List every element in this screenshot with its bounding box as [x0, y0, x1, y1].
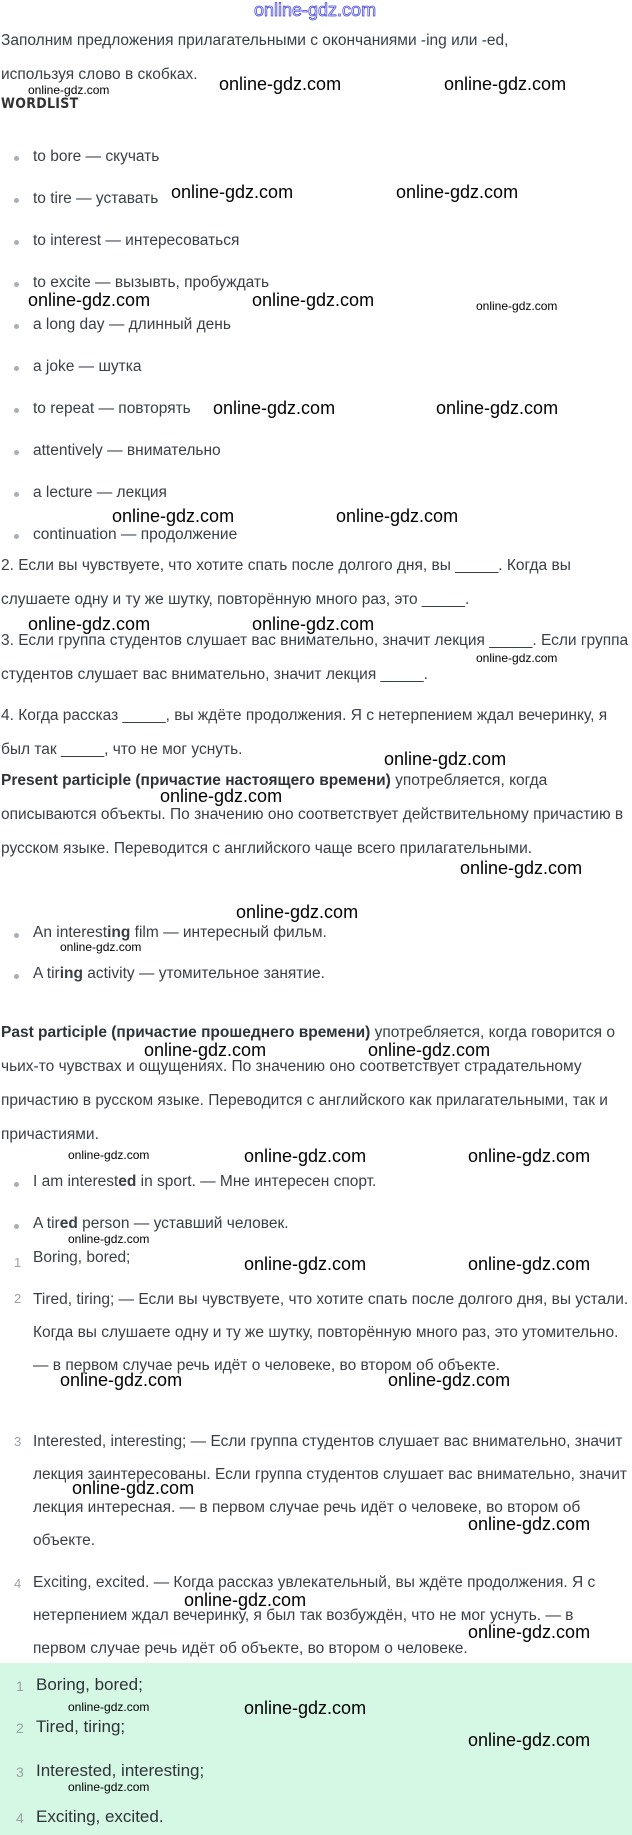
intro-line-2: используя слово в скобках. [1, 66, 198, 83]
answer-number: 2 [16, 1720, 24, 1736]
answer-item: Interested, interesting; [36, 1761, 205, 1780]
watermark: online-gdz.com [68, 1700, 150, 1714]
bullet-dot [14, 1182, 19, 1187]
present-participle-text: употребляется, когда описываются объекты. По значению оно соответствует действительному причастию в русском языке. Переводится с английского чаще всего прилагательными. [1, 772, 624, 857]
past-participle-term: Past participle (причастие прошеднего времени) [1, 1024, 371, 1041]
watermark: online-gdz.com [368, 1040, 491, 1060]
list-item: a joke — шутка [33, 358, 142, 375]
watermark: online-gdz.com [28, 290, 151, 310]
intro-line-1: Заполним предложения прилагательными с окончаниями -ing или -ed, [1, 32, 509, 49]
wordlist-heading: WORDLIST [1, 96, 79, 112]
watermark: online-gdz.com [468, 1622, 591, 1642]
watermark: online-gdz.com [444, 74, 567, 94]
list-item: continuation — продолжение [33, 526, 238, 543]
watermark: online-gdz.com [171, 182, 294, 202]
list-item: to repeat — повторять [33, 400, 191, 417]
watermark: online-gdz.com [252, 290, 375, 310]
watermark: online-gdz.com [252, 614, 375, 634]
watermark: online-gdz.com [72, 1478, 195, 1498]
watermark: online-gdz.com [68, 1780, 150, 1794]
task-3: 3. Если группа студентов слушает вас внимательно, значит лекция _____. Если группа студентов слушает вас внимательно, значит лекция _____. [1, 632, 629, 683]
watermark: online-gdz.com [476, 651, 558, 665]
list-item: a long day — длинный день [33, 316, 231, 333]
explanation-item: Boring, bored; [33, 1249, 131, 1266]
answer-item: Tired, tiring; [36, 1717, 126, 1736]
list-item: a lecture — лекция [33, 484, 167, 501]
bullet-dot [14, 408, 19, 413]
answer-item: Boring, bored; [36, 1675, 143, 1694]
explanation-item: Interested, interesting; — Если группа студентов слушает вас внимательно, значит лекция заинтересованы. Если группа студентов слушает вас внимательно, значит лекция интересная. — в первом случае речь идёт о человеке, во втором об объекте. [33, 1433, 627, 1549]
past-participle-paragraph [1, 1016, 630, 1152]
watermark: online-gdz.com [144, 1040, 267, 1060]
watermark: online-gdz.com [436, 398, 559, 418]
explanation-item: Exciting, excited. — Когда рассказ увлекательный, вы ждёте продолжения. Я с нетерпением ждал вечеринку, я был так возбуждён, что не мог уснуть. — в первом случае речь идёт об объекте, во втором о человеке. [33, 1574, 596, 1657]
answer-number: 4 [16, 1810, 24, 1826]
watermark: online-gdz.com [244, 1698, 367, 1718]
watermark: online-gdz.com [219, 74, 342, 94]
example-item: A tiring activity — утомительное занятие. [33, 965, 325, 982]
watermark: online-gdz.com [28, 614, 151, 634]
watermark: online-gdz.com [244, 1254, 367, 1274]
bullet-dot [14, 366, 19, 371]
bullet-dot [14, 974, 19, 979]
header-watermark: online-gdz.com [254, 0, 377, 20]
watermark: online-gdz.com [28, 83, 110, 97]
past-participle-text: употребляется, когда говорится о чьих-то чувствах и ощущениях. По значению оно соответствует страдательному причастию в русском языке. Переводится с английского как прилагательными, так и причастиями. [1, 1024, 616, 1143]
explanation-number: 2 [14, 1291, 22, 1306]
watermark: online-gdz.com [60, 940, 142, 954]
watermark: online-gdz.com [396, 182, 519, 202]
task-4: 4. Когда рассказ _____, вы ждёте продолжения. Я с нетерпением ждал вечеринку, я был так _____, что не мог уснуть. [1, 707, 608, 758]
watermark: online-gdz.com [476, 299, 558, 313]
example-item: I am interested in sport. — Мне интересен спорт. [33, 1173, 377, 1190]
watermark: online-gdz.com [244, 1146, 367, 1166]
watermark: online-gdz.com [236, 902, 359, 922]
explanation-number: 1 [14, 1255, 22, 1270]
watermark: online-gdz.com [60, 1370, 183, 1390]
list-item: to interest — интересоваться [33, 232, 240, 249]
watermark: online-gdz.com [213, 398, 336, 418]
watermark: online-gdz.com [68, 1148, 150, 1162]
list-item: to bore — скучать [33, 148, 160, 165]
watermark: online-gdz.com [468, 1254, 591, 1274]
bullet-dot [14, 933, 19, 938]
watermark: online-gdz.com [468, 1146, 591, 1166]
answer-number: 3 [16, 1764, 24, 1780]
present-participle-paragraph [1, 764, 630, 866]
bullet-dot [14, 324, 19, 329]
list-item: attentively — внимательно [33, 442, 221, 459]
bullet-dot [14, 1224, 19, 1229]
watermark: online-gdz.com [388, 1370, 511, 1390]
watermark: online-gdz.com [384, 749, 507, 769]
explanation-number: 4 [14, 1576, 22, 1591]
example-item: An interesting film — интересный фильм. [33, 924, 327, 941]
answer-number: 1 [16, 1678, 24, 1694]
watermark: online-gdz.com [468, 1730, 591, 1750]
bullet-dot [14, 492, 19, 497]
watermark: online-gdz.com [68, 1232, 150, 1246]
explanation-number: 3 [14, 1434, 22, 1449]
answer-item: Exciting, excited. [36, 1807, 164, 1826]
watermark: online-gdz.com [468, 1514, 591, 1534]
watermark: online-gdz.com [460, 858, 583, 878]
bullet-dot [14, 198, 19, 203]
task-2: 2. Если вы чувствуете, что хотите спать после долгого дня, вы _____. Когда вы слушаете одну и ту же шутку, повторённую много раз, это _____. [1, 557, 571, 608]
bullet-dot [14, 240, 19, 245]
present-participle-term: Present participle (причастие настоящего времени) [1, 772, 391, 789]
list-item: to excite — вызывть, пробуждать [33, 274, 270, 291]
bullet-dot [14, 282, 19, 287]
bullet-dot [14, 534, 19, 539]
example-item: A tired person — уставший человек. [33, 1215, 289, 1232]
watermark: online-gdz.com [184, 1590, 307, 1610]
watermark: online-gdz.com [112, 506, 235, 526]
list-item: to tire — уставать [33, 190, 159, 207]
watermark: online-gdz.com [336, 506, 459, 526]
watermark: online-gdz.com [160, 786, 283, 806]
bullet-dot [14, 450, 19, 455]
explanation-item: Tired, tiring; — Если вы чувствуете, что хотите спать после долгого дня, вы устали. Когда вы слушаете одну и ту же шутку, повторённую много раз, это утомительно. — в первом случае речь идёт о человеке, во втором об объекте. [33, 1291, 629, 1374]
bullet-dot [14, 156, 19, 161]
